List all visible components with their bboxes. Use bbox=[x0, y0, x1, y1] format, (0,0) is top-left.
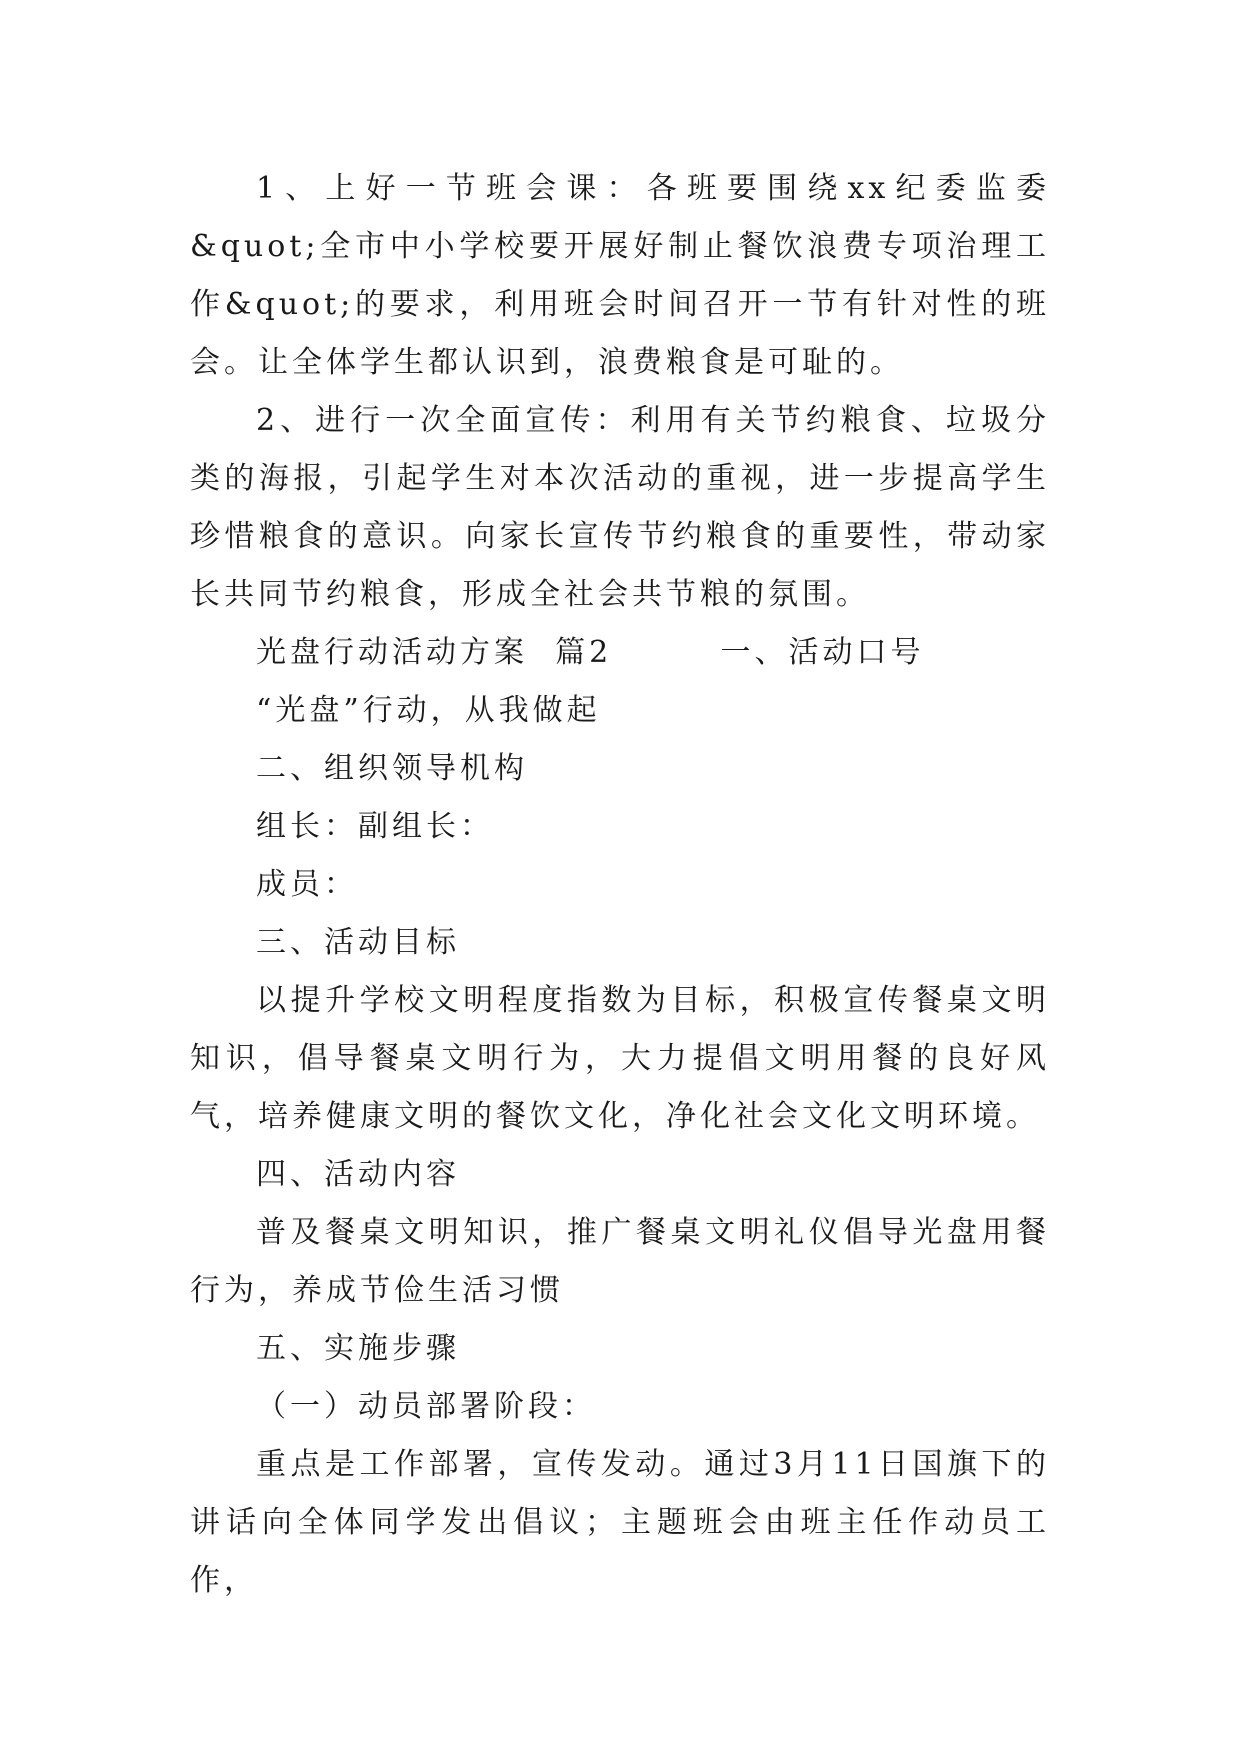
section-heading-content: 四、活动内容 bbox=[256, 1157, 460, 1192]
paragraph-leaders: 组长：副组长： bbox=[256, 809, 494, 844]
paragraph-mobilization: 重点是工作部署，宣传发动。通过3月11日国旗下的讲话向全体同学发出倡议；主题班会由班主任作动员工作， bbox=[190, 1447, 1050, 1598]
paragraph-content: 普及餐桌文明知识，推广餐桌文明礼仪倡导光盘用餐行为，养成节俭生活习惯 bbox=[190, 1215, 1050, 1308]
section-heading-organization: 二、组织领导机构 bbox=[256, 751, 528, 786]
paragraph-plan-title: 光盘行动活动方案 篇2 一、活动口号 bbox=[256, 635, 925, 670]
paragraph-slogan: “光盘”行动，从我做起 bbox=[256, 693, 601, 728]
paragraph-class-meeting: 1、上好一节班会课：各班要围绕xx纪委监委&quot;全市中小学校要开展好制止餐饮浪费专项治理工作&quot;的要求，利用班会时间召开一节有针对性的班会。让全体学生都认识到，浪费粮食是可耻的。 bbox=[190, 171, 1050, 380]
paragraph-members: 成员： bbox=[256, 867, 358, 902]
document-body bbox=[190, 160, 1050, 1610]
section-heading-goals: 三、活动目标 bbox=[256, 925, 460, 960]
section-heading-steps: 五、实施步骤 bbox=[256, 1331, 460, 1366]
subsection-heading-mobilization: （一）动员部署阶段： bbox=[256, 1389, 596, 1424]
paragraph-publicity: 2、进行一次全面宣传：利用有关节约粮食、垃圾分类的海报，引起学生对本次活动的重视，进一步提高学生珍惜粮食的意识。向家长宣传节约粮食的重要性，带动家长共同节约粮食，形成全社会共节粮的氛围。 bbox=[190, 403, 1050, 612]
paragraph-goals: 以提升学校文明程度指数为目标，积极宣传餐桌文明知识，倡导餐桌文明行为，大力提倡文明用餐的良好风气，培养健康文明的餐饮文化，净化社会文化文明环境。 bbox=[190, 983, 1050, 1134]
